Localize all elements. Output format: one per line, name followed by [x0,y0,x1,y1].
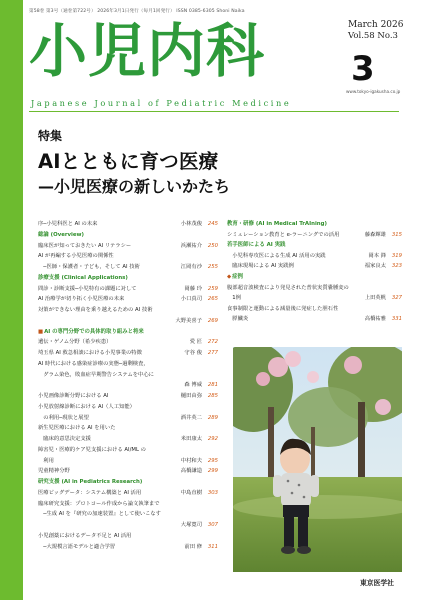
toc-entry-author: 浜瀬祐介 [180,242,202,249]
toc-section-label: 診療支援 (Clinical Applications) [38,274,128,281]
side-color-bar [0,0,23,600]
toc-entry-title: AI 時代における感染症診療の実態─過剰検査， [38,360,149,367]
toc-entry-title: 臨床医が知っておきたい AI リテラシー [38,242,132,249]
publisher-url: www.tokyo-igakusha.co.jp [346,89,401,94]
toc-entry-title: 臨床現場による AI 実践例 [227,263,294,270]
toc-entry-title: 障害児・医療的ケア児支援における AI/ML の [38,446,146,453]
toc-entry-page: 272 [207,339,218,346]
toc-entry [38,545,218,556]
child-photo [233,347,402,572]
toc-entry-title: ─大規模言語モデルと適合学習 [38,543,116,550]
toc-entry-title: ─医師・保護者・子ども，そして AI 技術 [38,264,140,270]
journal-subtitle: Japanese Journal of Pediatric Medicine [31,98,292,108]
toc-entry-title: 利用 [38,457,54,464]
toc-entry-page: 277 [207,350,218,356]
toc-entry-title: グラム染色，敗血症早期警告システムを中心に [38,371,154,378]
toc-section-label: 症例 [232,274,243,280]
toc-section-heading [38,480,142,485]
toc-section-heading [38,233,84,238]
feature-subtitle: —小児医療の新しいかたち [38,177,231,196]
toc-entry-page: 307 [207,522,218,528]
header-divider [29,111,399,112]
toc-entry-title: 児童精神分野 [38,468,70,475]
issue-number: 3 [351,49,375,89]
toc-entry-title: 食事制限と運動による減量後に発症した胆石性 [227,305,339,312]
toc-entry-author: 前田 修 [184,543,202,550]
toc-entry-author: 酒井英二 [180,414,202,421]
toc-entry-author: 小林茂俊 [180,221,202,227]
toc-entry-author: 福家良太 [364,263,386,270]
toc-entry-page: 289 [207,414,218,421]
toc-entry-author: 守谷 俊 [184,350,202,356]
toc-entry-title: 新生児医療における AI を用いた [38,425,116,432]
toc-entry-page: 299 [207,468,218,475]
publisher-name: 東京医学社 [360,579,394,587]
toc-entry-title: 小児放射線診断における AI（人工知能） [38,403,135,410]
toc-entry-author: 中村和夫 [180,457,202,464]
toc-entry-author: 上田英帆 [364,295,386,302]
toc-entry-page: 331 [391,316,402,323]
toc-section-heading [227,222,327,227]
toc-entry-author: 樋田由弥 [180,393,202,399]
toc-section-heading [227,243,285,248]
toc-entry-author: 愛 匠 [189,339,202,346]
section-marker-icon: ■ [38,328,44,335]
section-marker-icon: ◆ [227,274,232,280]
toc-entry-title: 腹部超音波検査により発見された普状実質嚢腫変の [227,284,349,291]
toc-entry [38,491,218,502]
toc-entry-page: 255 [207,264,218,270]
toc-entry-author: 高橋祐雅 [364,316,386,323]
toc-entry-page: 281 [207,382,218,389]
toc-entry-author: 大野美喜子 [175,317,202,324]
toc-entry-page: 327 [391,295,402,302]
toc-section-label: AI の専門分野での具体的取り組みと将来 [44,328,144,335]
toc-entry-title: 医療ビッグデータ：システム構築と AI 活用 [38,489,142,496]
toc-entry-author: 森 博威 [184,382,202,389]
publication-info: 第58巻 第3号（通巻第722号） 2026年3月1日発行（毎月1回発行） ISSN 0385-6305 Shoni Naika [29,9,245,14]
toc-entry [227,317,402,328]
toc-entry-author: 小口真司 [180,296,202,303]
toc-entry-page: 303 [207,489,218,496]
toc-entry-title: 序─小児科医と AI の未来 [38,221,98,227]
toc-entry-title: ─生成 AI を『研究の加速装置』として使いこなす [38,511,161,518]
table-of-contents-right [227,222,402,332]
toc-entry-author: 高橋謙造 [180,468,202,475]
feature-title: AIとともに育つ医療 [38,150,219,173]
toc-entry-page: 269 [207,317,218,324]
toc-section-label: 教育・研修 (AI in Medical TrAIning) [227,221,327,227]
volume-number: Vol.58 No.3 [348,31,398,41]
table-of-contents-left [38,222,218,562]
toc-section-heading [38,330,144,335]
toc-entry-page: 285 [207,393,218,399]
feature-label: 特集 [38,129,63,143]
toc-entry-page: 323 [391,263,402,270]
toc-entry-author: 江岡有沙 [180,264,202,270]
toc-entry-page: 245 [207,221,218,227]
toc-entry [38,405,218,416]
toc-entry-title: 1例 [227,295,241,302]
toc-section-label: 研究支援 (AI in Pediatrics Research) [38,479,143,485]
issue-month: March 2026 [348,20,404,30]
toc-entry-page: 311 [207,543,218,550]
toc-entry-title: 遺伝・ゲノム分野（希少疾患） [38,339,112,346]
toc-entry-title: 臨床研究支援：プロトコール作成から論文執筆まで [38,500,160,507]
toc-entry-author: 藤森輝雄 [364,231,386,238]
toc-entry-title: 問診・診断支援─小児特有の課題に対して [38,285,137,292]
toc-entry-title: 小児科専攻医による生成 AI 活用の実践 [227,252,326,259]
toc-entry-page: 265 [207,296,218,303]
toc-entry-page: 315 [391,231,402,238]
journal-title: 小児内科 [29,17,266,85]
toc-entry-title: の利用─現状と展望 [38,414,89,421]
toc-entry-title: 小児創薬におけるデータ不足と AI 活用 [38,532,132,539]
toc-entry-title: AI 治療学が切り拓く小児医療の未来 [38,296,125,303]
toc-entry [227,264,402,275]
toc-entry-page: 292 [207,436,218,442]
toc-entry [38,362,218,373]
toc-entry-title: 膵臓炎 [227,316,249,323]
toc-entry-title: 対策ができない理由を乗り越えるための AI 技術 [38,307,153,313]
toc-entry-title: シミュレーション教育と e-ラーニングでの活用 [227,231,340,238]
toc-entry-page: 250 [207,242,218,249]
toc-section-heading [38,276,128,281]
toc-entry-title: 臨床的意思決定支援 [38,436,91,442]
toc-entry-author: 岡藤 玲 [184,285,202,292]
toc-entry [38,534,218,545]
toc-section-heading [227,275,243,280]
toc-entry-page: 319 [391,252,402,259]
toc-entry-title: AI が再編する小児医療の関係性 [38,253,114,260]
toc-entry-title: 小児画像診断分野における AI [38,393,109,399]
toc-entry-title: 埼玉県 AI 救急相談における小児事業の特徴 [38,350,142,356]
toc-entry-author: 米田康太 [180,436,202,442]
toc-section-label: 若手医師による AI 実践 [227,242,286,249]
toc-entry-page: 295 [207,457,218,464]
toc-entry-page: 259 [207,285,218,292]
toc-entry-author: 岡本 鋒 [368,252,386,259]
toc-entry-author: 大塚寛司 [180,522,202,528]
toc-entry [38,448,218,459]
toc-section-label: 総論 (Overview) [38,231,84,238]
toc-entry-author: 中島直樹 [180,489,202,496]
